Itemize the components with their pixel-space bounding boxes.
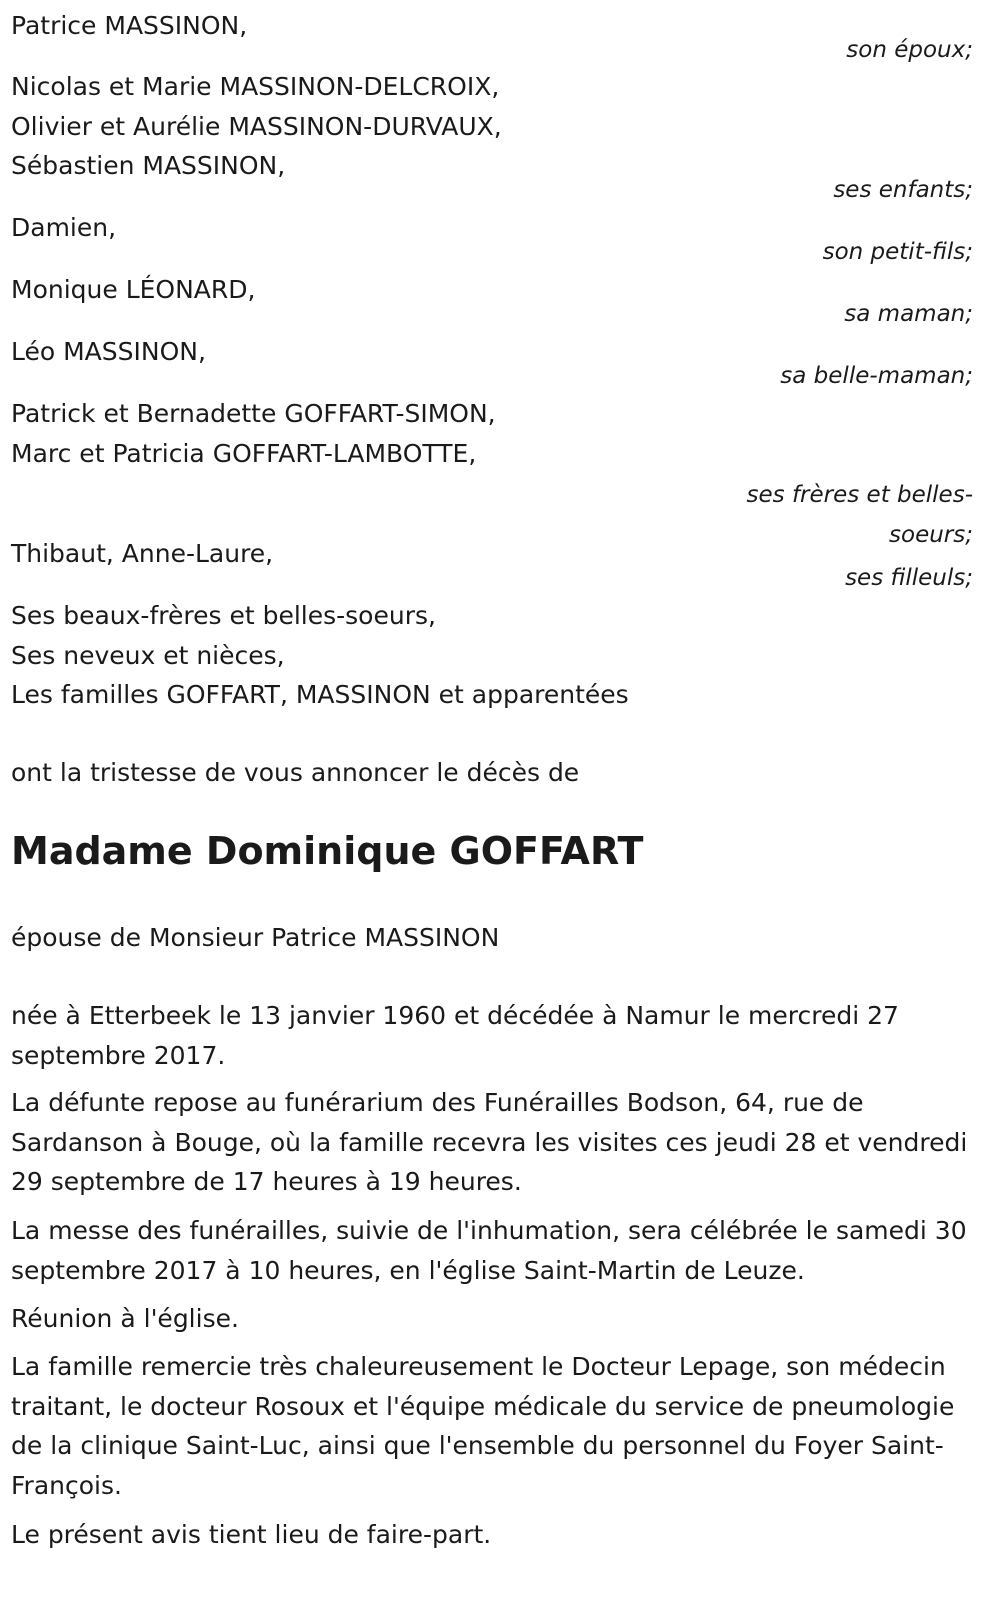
role-label: sa belle-maman; [780, 362, 973, 389]
role-label: ses frères et belles- [746, 482, 973, 508]
name-line: Patrice MASSINON, [11, 11, 248, 40]
name-line: Nicolas et Marie MASSINON-DELCROIX, [11, 72, 500, 101]
role-label: soeurs; [889, 522, 973, 548]
name-line: Ses beaux-frères et belles-soeurs, [11, 601, 436, 630]
name-line: Monique LÉONARD, [11, 275, 256, 304]
group-mother [11, 270, 973, 334]
thanks-paragraph: La famille remercie très chaleureusement le Docteur Lepage, son médecin traitant, le docteur Rosoux et l'équipe médicale du service de pneumologie de la clinique Saint-Luc, ainsi que l'ensemble du personnel du Foyer Saint-François. [11, 1352, 955, 1500]
name-line: Les familles GOFFART, MASSINON et apparentées [11, 680, 629, 709]
group-extended-family [11, 596, 973, 715]
closing-paragraph: Le présent avis tient lieu de faire-part. [11, 1520, 492, 1549]
role-label: ses filleuls; [845, 564, 973, 591]
role-label: son époux; [846, 36, 973, 63]
role-label: son petit-fils; [822, 238, 973, 265]
group-children [11, 67, 973, 210]
spouse-line: épouse de Monsieur Patrice MASSINON [11, 923, 500, 952]
group-mother-in-law [11, 332, 973, 396]
name-line: Olivier et Aurélie MASSINON-DURVAUX, [11, 111, 502, 141]
deceased-name: Madame Dominique GOFFART [11, 829, 644, 873]
meeting-paragraph: Réunion à l'église. [11, 1304, 239, 1333]
role-label: ses enfants; [833, 176, 973, 203]
name-line: Sébastien MASSINON, [11, 151, 286, 180]
name-line: Thibaut, Anne-Laure, [11, 539, 274, 568]
name-line: Patrick et Bernadette GOFFART-SIMON, [11, 399, 496, 428]
group-grandson [11, 208, 973, 272]
name-line: Marc et Patricia GOFFART-LAMBOTTE, [11, 438, 477, 468]
name-line: Damien, [11, 213, 117, 242]
group-spouse [11, 6, 973, 70]
mass-paragraph: La messe des funérailles, suivie de l'inhumation, sera célébrée le samedi 30 septembre 2017 à 10 heures, en l'église Saint-Martin de Leuze. [11, 1216, 967, 1285]
repose-paragraph: La défunte repose au funérarium des Funérailles Bodson, 64, rue de Sardanson à Bouge, où la famille recevra les visites ces jeudi 28 et vendredi 29 septembre de 17 heures à 19 heures. [11, 1088, 968, 1196]
name-line: Ses neveux et nièces, [11, 640, 285, 670]
announcement-text: ont la tristesse de vous annoncer le décès de [11, 758, 580, 787]
group-godchildren [11, 534, 973, 598]
role-label: sa maman; [844, 300, 973, 327]
birth-death-paragraph: née à Etterbeek le 13 janvier 1960 et décédée à Namur le mercredi 27 septembre 2017. [11, 1001, 899, 1070]
group-siblings [11, 394, 973, 555]
name-line: Léo MASSINON, [11, 337, 206, 366]
